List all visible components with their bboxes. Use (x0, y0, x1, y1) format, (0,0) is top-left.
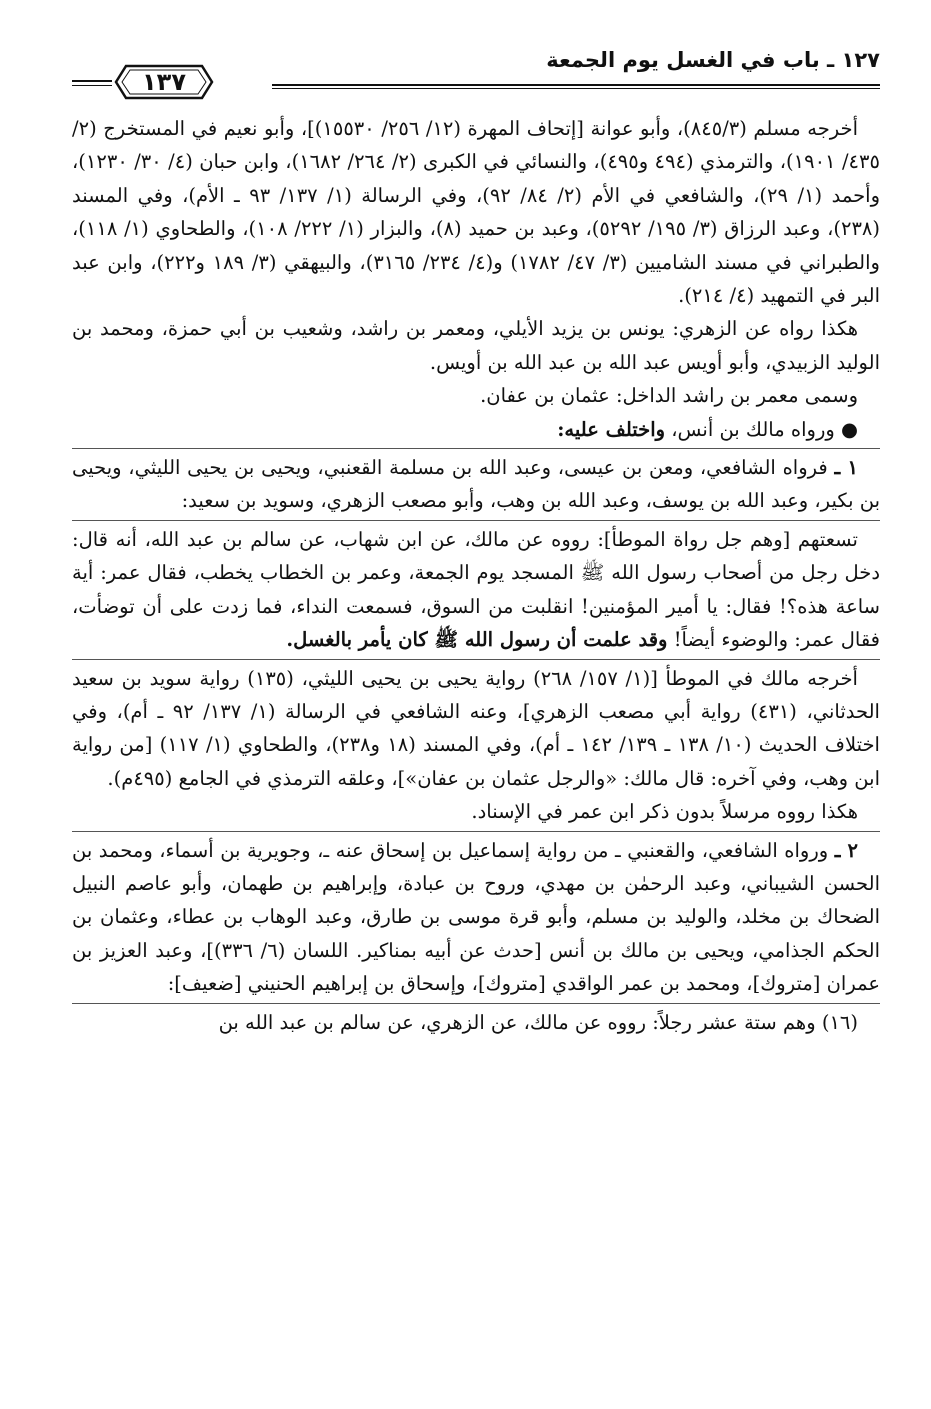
header-rule-thin (272, 88, 880, 89)
paragraph-mamar-naming: وسمى معمر بن راشد الداخل: عثمان بن عفان. (480, 384, 858, 408)
paragraph-first-route (72, 451, 880, 518)
page-body (72, 112, 880, 1039)
page-number: ١٣٧ (142, 68, 186, 96)
paragraph-mursal-note: هكذا رووه مرسلاً بدون ذكر ابن عمر في الإسناد. (471, 800, 858, 824)
hadith-text: تسعتهم [وهم جل رواة الموطأ]: رووه عن مالك، عن ابن شهاب، عن سالم بن عبد الله، أنه قال: دخل رجل من أصحاب رسول الله ﷺ المسجد يوم الجمعة، وعمر بن الخطاب يخطب، فقال عمر: أية ساعة هذه؟! فقال: يا أمير المؤمنين! انقلبت من السوق، فسمعت النداء، فما زدت على أن توضأت، فقال عمر: والوضوء أيضاً! (72, 527, 880, 652)
paragraph-zuhri-narrators: هكذا رواه عن الزهري: يونس بن يزيد الأيلي، ومعمر بن راشد، وشعيب بن أبي حمزة، ومحمد بن الوليد الزبيدي، وأبو أويس عبد الله بن عبد الله بن أويس. (72, 317, 880, 374)
second-route-text: ورواه الشافعي، والقعنبي ـ من رواية إسماعيل بن إسحاق عنه ـ، وجويرية بن أسماء، ومحمد بن الحسن الشيباني، وعبد الرحمٰن بن مهدي، وروح بن عبادة، وإبراهيم بن طهمان، وأبو عاصم النبيل الضحاك بن مخلد، والوليد بن مسلم، وأبو قرة موسى بن طارق، وعبد الوهاب بن عطاء، وعثمان بن الحكم الجذامي، ويحيى بن مالك بن أنس [حدث عن أبيه بمناكير. اللسان (٦/ ٣٣٦)]، وعبد العزيز بن عمران [متروك]، ومحمد بن عمر الواقدي [متروك]، وإسحاق بن إبراهيم الحنيني [ضعيف]: (72, 838, 880, 996)
section-divider (72, 659, 880, 660)
hadith-text-bold: وقد علمت أن رسول الله ﷺ كان يأمر بالغسل. (286, 628, 668, 652)
paragraph-malik-intro (72, 413, 880, 446)
section-divider (72, 1003, 880, 1004)
route-number: ١ ـ (834, 456, 858, 480)
first-route-text: فرواه الشافعي، ومعن بن عيسى، وعبد الله بن مسلمة القعنبي، ويحيى بن يحيى الليثي، ويحيى بن بكير، وعبد الله بن يوسف، وعبد الله بن وهب، وأبو مصعب الزهري، وسويد بن سعيد: (72, 456, 880, 513)
section-divider (72, 831, 880, 832)
paragraph-sixteen-narrators: (١٦) وهم ستة عشر رجلاً: رووه عن مالك، عن الزهري، عن سالم بن عبد الله بن (218, 1010, 858, 1034)
page-header (72, 40, 880, 96)
page-number-badge (112, 60, 216, 104)
paragraph-takhrij-malik: أخرجه مالك في الموطأ [(١/ ١٥٧/ ٢٦٨) رواية يحيى بن يحيى الليثي، (١٣٥) رواية سويد بن سعيد الحدثاني، (٤٣١) رواية أبي مصعب الزهري]، وعنه الشافعي في الرسالة (١/ ١٣٧/ ٩٢ ـ أم)، وفي اختلاف الحديث (١٠/ ١٣٨ ـ ١٣٩/ ١٤٢ ـ أم)، وفي المسند (١٨ و٢٣٨)، والطحاوي (١/ ١١٧) [من رواية ابن وهب، وفي آخره: قال مالك: «والرجل عثمان بن عفان»]، وعلقه الترمذي في الجامع (٤٩٥م). (72, 666, 880, 790)
section-divider (72, 448, 880, 449)
bullet-marker: ● (840, 417, 858, 441)
left-rule (72, 80, 112, 82)
malik-intro-text: ورواه مالك بن أنس، (671, 417, 835, 441)
section-divider (72, 520, 880, 521)
paragraph-second-route (72, 834, 880, 1001)
malik-intro-bold: واختلف عليه: (557, 417, 666, 441)
paragraph-hadith-text (72, 523, 880, 657)
paragraph-takhrij-muslim: أخرجه مسلم (٨٤٥/٣)، وأبو عوانة [إتحاف المهرة (١٢/ ٢٥٦/ ١٥٥٣٠)]، وأبو نعيم في المستخرج (٢/ ٤٣٥/ ١٩٠١)، والترمذي (٤٩٤ و٤٩٥)، والنسائي في الكبرى (٢/ ٢٦٤/ ١٦٨٢)، وابن حبان (٤/ ٣٠/ ١٢٣٠)، وأحمد (١/ ٢٩)، والشافعي في الأم (٢/ ٨٤/ ٩٢)، وفي الرسالة (١/ ١٣٧/ ٩٣ ـ الأم)، وفي المسند (٢٣٨)، وعبد الرزاق (٣/ ١٩٥/ ٥٢٩٢)، وعبد بن حميد (٨)، والبزار (١/ ٢٢٢/ ١٠٨)، والطحاوي (١/ ١١٨)، والطبراني في مسند الشاميين (٣/ ٤٧/ ١٧٨٢) و(٤/ ٢٣٤/ ٣١٦٥)، والبيهقي (٣/ ١٨٩ و٢٢٢)، وابن عبد البر في التمهيد (٤/ ٢١٤). (72, 117, 880, 308)
header-rule (272, 84, 880, 86)
running-title: ١٢٧ ـ باب في الغسل يوم الجمعة (546, 48, 880, 72)
route-number: ٢ ـ (834, 838, 858, 862)
left-rule-thin (72, 85, 112, 86)
